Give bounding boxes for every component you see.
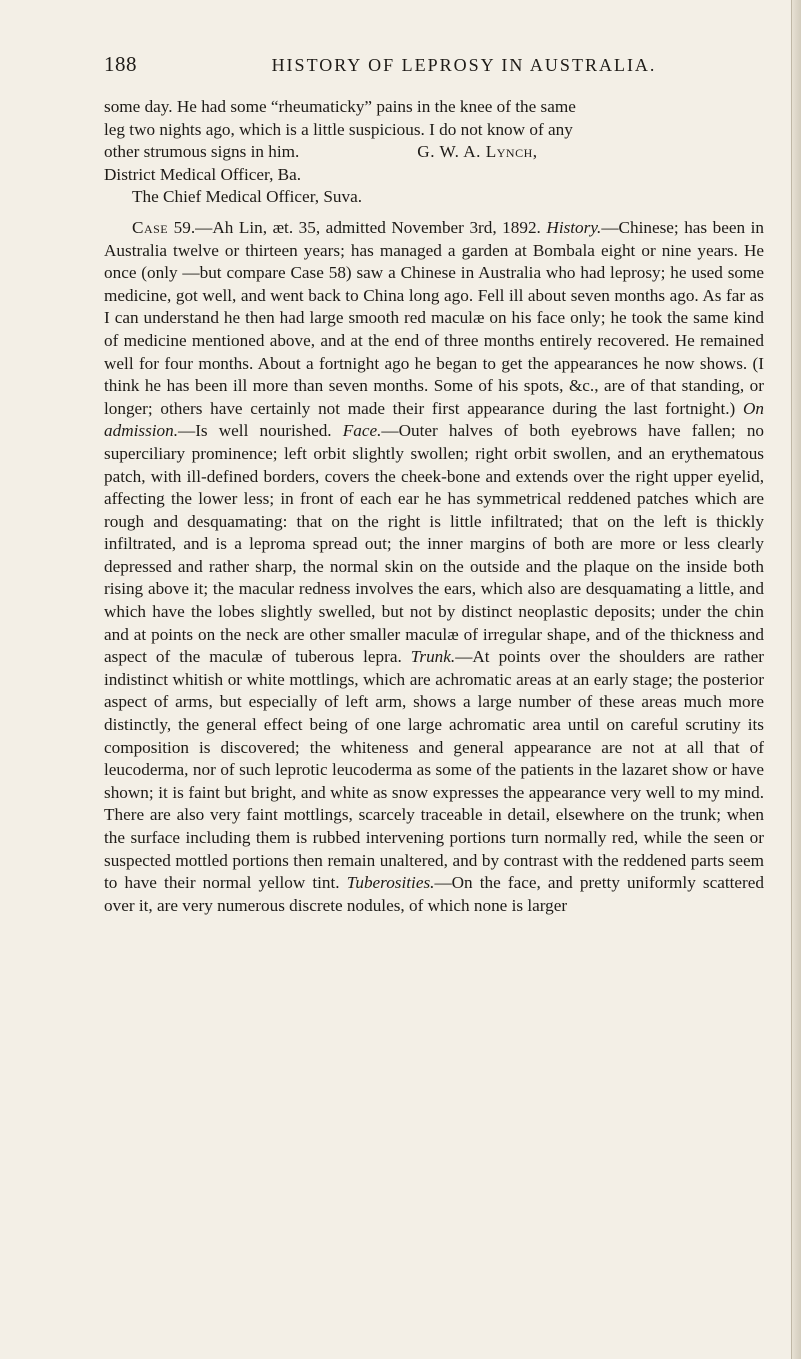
page-body: [104, 96, 764, 917]
addressee: The Chief Medical Officer, Suva.: [132, 187, 362, 207]
case-label: Case: [132, 217, 169, 237]
case-text-1: —Chinese; has been in Australia twelve or thirteen years; has managed a garden at Bombala eight or nine years. He once (only —but compare Case 58) saw a Chinese in Australia who had leprosy; he used some medicine, got well, and went back to China long ago. Fell ill about seven months ago. As far as I can understand he then had large smooth red maculæ on his face only; he took the same kind of medicine mentioned above, and at the end of three months entirely recovered. He remained well for four months. About a fortnight ago he began to get the appearances he now shows. (I think he has been ill more than seven months. Some of his spots, &c., are of that standing, or longer; others have certainly not made their first appearance during the last fortnight.): [104, 217, 764, 418]
case-text-2: —Is well nourished.: [178, 421, 343, 441]
case-paragraph: [104, 217, 764, 917]
text-line: some day. He had some “rheumaticky” pains in the knee of the same: [104, 97, 576, 116]
signature-name: G. W. A. Lynch,: [417, 142, 538, 162]
signature-line: [104, 141, 764, 164]
case-text-5: —On the face, and pretty uniformly scattered over it, are very numerous discrete nodules, of which none is larger: [104, 873, 764, 915]
tuberosities-heading: Tuberosities.: [346, 873, 435, 893]
signature-title: District Medical Officer, Ba.: [104, 164, 302, 184]
admission-heading: On admission.: [104, 398, 764, 441]
case-intro: 59.—Ah Lin, æt. 35, admitted November 3rd, 1892.: [168, 217, 547, 237]
case-text-3: —Outer halves of both eyebrows have fallen; no superciliary prominence; left orbit slightly swollen; right orbit swollen, and an erythematous patch, with ill-defined borders, covers the cheek-bone and extends over the right upper eyelid, affecting the lower less; in front of each ear he has symmetrical reddened patches which are rough and desquamating: that on the right is little infiltrated; that on the left is thickly infiltrated, and is a leproma spread out; the inner margins of both are more or less clearly depressed and rather sharp, the normal skin on the outside and the plaque on the inside both rising above it; the macular redness involves the ears, which also are desquamating a little, and which have the lobes slightly swelled, but not by distinct neoplastic deposits; under the chin and at points on the neck are other smaller maculæ of irregular shape, and of the thickness and aspect of the maculæ of tuberous lepra.: [104, 421, 765, 667]
page-edge-shadow: [791, 0, 801, 1359]
sig-line-text: other strumous signs in him.: [104, 142, 300, 162]
page-header: [104, 52, 764, 82]
page-number: 188: [104, 52, 137, 76]
page-edge-line: [791, 0, 792, 1359]
history-heading: History.: [546, 217, 602, 237]
face-heading: Face.: [342, 421, 382, 441]
text-line: leg two nights ago, which is a little suspicious. I do not know of any: [104, 119, 573, 139]
running-head: HISTORY OF LEPROSY IN AUSTRALIA.: [271, 55, 657, 75]
trunk-heading: Trunk.: [410, 647, 456, 667]
case-text-4: —At points over the shoulders are rather indistinct whitish or white mottlings, which are achromatic areas at an early stage; the posterior aspect of arms, but especially of left arm, shows a large number of these areas much more distinctly, the general effect being of one large achromatic area until on careful scrutiny its composition is discovered; the whiteness and general appearance are not at all that of leucoderma, nor of such leprotic leucoderma as some of the patients in the lazaret show or have shown; it is faint but bright, and white as snow expresses the appearance very well to my mind. There are also very faint mottlings, scarcely traceable in detail, elsewhere on the trunk; when the surface including them is rubbed intervening portions turn normally red, while the seen or suspected mottled portions then remain unaltered, and by contrast with the reddened parts seem to have their normal yellow tint.: [104, 647, 764, 893]
